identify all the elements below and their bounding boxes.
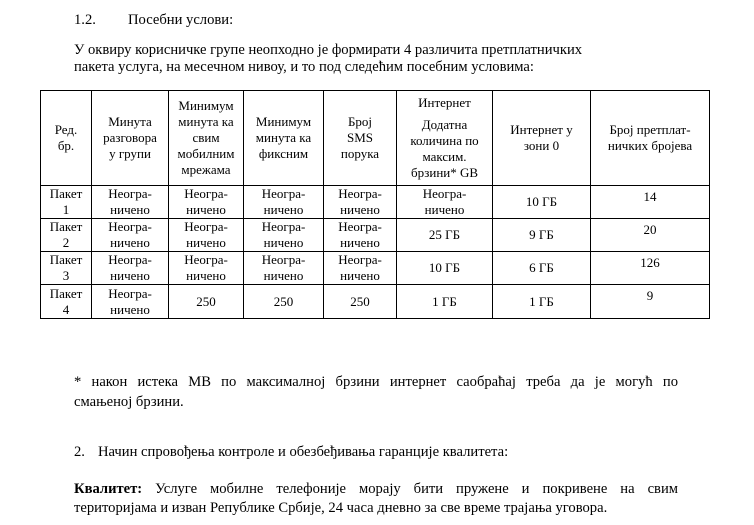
cell-sms: Неогра- ничено (324, 219, 397, 252)
cell-zone0: 6 ГБ (493, 252, 591, 285)
cell-fixed-minutes: 250 (244, 285, 324, 319)
packages-table (40, 90, 710, 319)
cell-mobile-minutes: 250 (169, 285, 244, 319)
table-row (41, 252, 710, 285)
cell-zone0: 1 ГБ (493, 285, 591, 319)
col-header-internet-title: Интернет (418, 95, 471, 110)
footnote (74, 372, 678, 412)
cell-sms: Неогра- ничено (324, 252, 397, 285)
table-header-row (41, 91, 710, 186)
quality-label: Квалитет: (74, 481, 143, 497)
col-header-number: Ред. бр. (41, 91, 92, 186)
cell-number: Пакет 4 (41, 285, 92, 319)
cell-fixed-minutes: Неогра- ничено (244, 219, 324, 252)
section-number: 1.2. (74, 12, 96, 28)
cell-subscriber-numbers: 9 (591, 285, 710, 319)
cell-number: Пакет 3 (41, 252, 92, 285)
quality-text: Услуге мобилне телефоније морају бити пружене и покривене на свим (142, 481, 678, 497)
table-row (41, 219, 710, 252)
footnote-line: смањеној брзини. (74, 394, 184, 410)
col-header-mobile-minutes: Минимум минута ка свим мобилним мрежама (169, 91, 244, 186)
cell-group-calls: Неогра- ничено (92, 219, 169, 252)
cell-sms: Неогра- ничено (324, 186, 397, 219)
cell-internet: 25 ГБ (397, 219, 493, 252)
intro-paragraph (74, 42, 714, 76)
cell-internet: Неогра- ничено (397, 186, 493, 219)
cell-group-calls: Неогра- ничено (92, 186, 169, 219)
section-title: Посебни услови: (128, 12, 234, 28)
col-header-zone0: Интернет у зони 0 (493, 91, 591, 186)
intro-line: пакета услуга, на месечном нивоу, и то под следећим посебним условима: (74, 59, 534, 75)
cell-fixed-minutes: Неогра- ничено (244, 252, 324, 285)
col-header-group-calls: Минута разговора у групи (92, 91, 169, 186)
cell-number: Пакет 1 (41, 186, 92, 219)
footnote-line: * након истека МВ по максималној брзини интернет саобраћај треба да је могућ по (74, 374, 678, 390)
col-header-sms: Број SMS порука (324, 91, 397, 186)
col-header-internet (397, 91, 493, 186)
quality-line: територијама и изван Републике Србије, 24 часа дневно за све време трајања уговора. (74, 500, 608, 516)
cell-group-calls: Неогра- ничено (92, 252, 169, 285)
quality-paragraph (74, 480, 678, 518)
cell-subscriber-numbers: 14 (591, 186, 710, 219)
section-2-title: Начин спровођења контроле и обезбеђивања гаранције квалитета: (98, 444, 509, 460)
table-row (41, 285, 710, 319)
quality-line (74, 480, 678, 499)
cell-number: Пакет 2 (41, 219, 92, 252)
cell-group-calls: Неогра- ничено (92, 285, 169, 319)
cell-fixed-minutes: Неогра- ничено (244, 186, 324, 219)
cell-mobile-minutes: Неогра- ничено (169, 219, 244, 252)
cell-mobile-minutes: Неогра- ничено (169, 186, 244, 219)
col-header-subscriber-numbers: Број претплат- ничких бројева (591, 91, 710, 186)
intro-line: У оквиру корисничке групе неопходно је формирати 4 различита претплатничких (74, 42, 583, 58)
cell-zone0: 10 ГБ (493, 186, 591, 219)
section-2-heading (74, 443, 508, 461)
cell-sms: 250 (324, 285, 397, 319)
table-row (41, 186, 710, 219)
cell-mobile-minutes: Неогра- ничено (169, 252, 244, 285)
cell-internet: 10 ГБ (397, 252, 493, 285)
section-heading (74, 11, 233, 29)
col-header-internet-sub: Додатна количина по максим. брзини* GB (410, 117, 479, 180)
cell-subscriber-numbers: 126 (591, 252, 710, 285)
cell-zone0: 9 ГБ (493, 219, 591, 252)
section-2-number: 2. (74, 444, 85, 460)
cell-internet: 1 ГБ (397, 285, 493, 319)
cell-subscriber-numbers: 20 (591, 219, 710, 252)
col-header-fixed-minutes: Минимум минута ка фиксним (244, 91, 324, 186)
